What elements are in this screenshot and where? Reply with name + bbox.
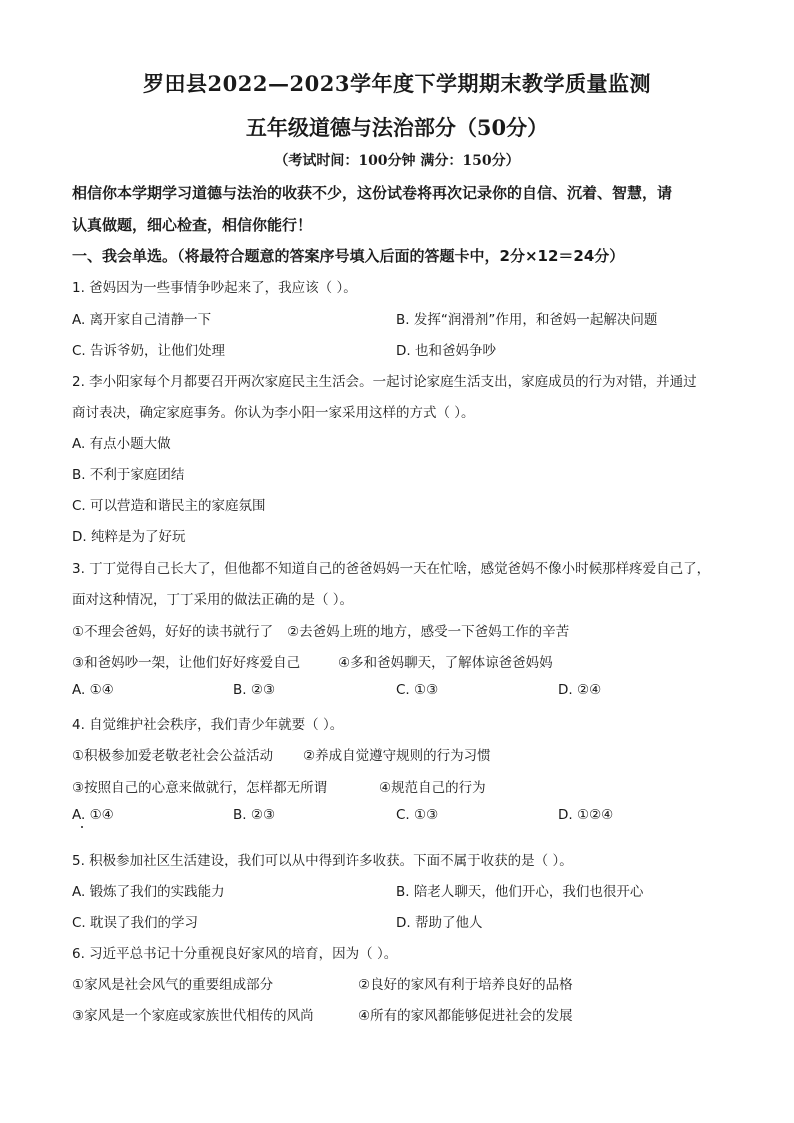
q6-stem: 6. 习近平总书记十分重视良好家风的培育，因为（ ）。 xyxy=(72,946,398,962)
q5-option-b: B. 陪老人聊天，他们开心，我们也很开心 xyxy=(396,884,644,900)
q6-choice-2: ②良好的家风有利于培养良好的品格 xyxy=(358,977,573,993)
q3-option-a: A. ①④ xyxy=(72,682,114,698)
q3-option-b: B. ②③ xyxy=(233,682,276,698)
q6-choice-1: ①家风是社会风气的重要组成部分 xyxy=(72,977,274,993)
q2-stem-1: 2. 李小阳家每个月都要召开两次家庭民主生活会。一起讨论家庭生活支出，家庭成员的行为对错，并通过 xyxy=(72,374,697,390)
q6-choice-3: ③家风是一个家庭或家族世代相传的风尚 xyxy=(72,1008,314,1024)
exam-title: 罗田县2022—2023学年度下学期期末教学质量监测 xyxy=(143,71,651,96)
q3-option-c: C. ①③ xyxy=(396,682,439,698)
q4-option-b: B. ②③ xyxy=(233,807,276,823)
q4-stem: 4. 自觉维护社会秩序，我们青少年就要（ ）。 xyxy=(72,717,344,733)
intro-line-1: 相信你本学期学习道德与法治的收获不少，这份试卷将再次记录你的自信、沉着、智慧，请 xyxy=(72,184,673,202)
q3-choice-3: ③和爸妈吵一架，让他们好好疼爱自己 xyxy=(72,655,301,671)
q2-option-d: D. 纯粹是为了好玩 xyxy=(72,529,186,545)
q3-choice-2: ②去爸妈上班的地方，感受一下爸妈工作的辛苦 xyxy=(287,624,570,640)
intro-line-2: 认真做题，细心检查，相信你能行！ xyxy=(72,216,313,234)
q5-stem: 5. 积极参加社区生活建设，我们可以从中得到许多收获。下面不属于收获的是（ ）。 xyxy=(72,853,573,869)
q4-option-c: C. ①③ xyxy=(396,807,439,823)
q2-option-a: A. 有点小题大做 xyxy=(72,436,171,452)
q4-choice-1: ①积极参加爱老敬老社会公益活动 xyxy=(72,748,274,764)
q6-choice-4: ④所有的家风都能够促进社会的发展 xyxy=(358,1008,573,1024)
q4-option-a: A. ①④ xyxy=(72,807,114,823)
q1-option-a: A. 离开家自己清静一下 xyxy=(72,312,212,328)
q1-stem: 1. 爸妈因为一些事情争吵起来了，我应该（ ）。 xyxy=(72,280,357,296)
section-1-heading: 一、我会单选。（将最符合题意的答案序号填入后面的答题卡中，2分×12＝24分） xyxy=(72,247,625,265)
q2-option-c: C. 可以营造和谐民主的家庭氛围 xyxy=(72,498,266,514)
q5-option-c: C. 耽误了我们的学习 xyxy=(72,915,199,931)
q1-option-b: B. 发挥“润滑剂”作用，和爸妈一起解决问题 xyxy=(396,312,658,328)
q5-option-a: A. 锻炼了我们的实践能力 xyxy=(72,884,225,900)
q5-option-d: D. 帮助了他人 xyxy=(396,915,483,931)
q3-stem-1: 3. 丁丁觉得自己长大了，但他都不知道自己的爸爸妈妈一天在忙啥，感觉爸妈不像小时候那样疼爱自己了， xyxy=(72,561,711,577)
q4-choice-3: ③按照自己的心意来做就行，怎样都无所谓 xyxy=(72,780,328,796)
q3-choice-4: ④多和爸妈聊天，了解体谅爸爸妈妈 xyxy=(338,655,553,671)
q4-choice-2: ②养成自觉遵守规则的行为习惯 xyxy=(303,748,491,764)
q2-stem-2: 商讨表决，确定家庭事务。你认为李小阳一家采用这样的方式（ ）。 xyxy=(72,405,475,421)
exam-info: （考试时间：100分钟 满分：150分） xyxy=(274,153,520,169)
q4-choice-4: ④规范自己的行为 xyxy=(379,780,486,796)
q1-option-d: D. 也和爸妈争吵 xyxy=(396,343,496,359)
q1-option-c: C. 告诉爷奶，让他们处理 xyxy=(72,343,226,359)
stray-mark xyxy=(81,826,83,828)
q2-option-b: B. 不利于家庭团结 xyxy=(72,467,185,483)
q3-option-d: D. ②④ xyxy=(558,682,602,698)
exam-subtitle: 五年级道德与法治部分（50分） xyxy=(245,115,549,140)
q3-stem-2: 面对这种情况，丁丁采用的做法正确的是（ ）。 xyxy=(72,592,354,608)
q4-option-d: D. ①②④ xyxy=(558,807,614,823)
q3-choice-1: ①不理会爸妈，好好的读书就行了 xyxy=(72,624,274,640)
